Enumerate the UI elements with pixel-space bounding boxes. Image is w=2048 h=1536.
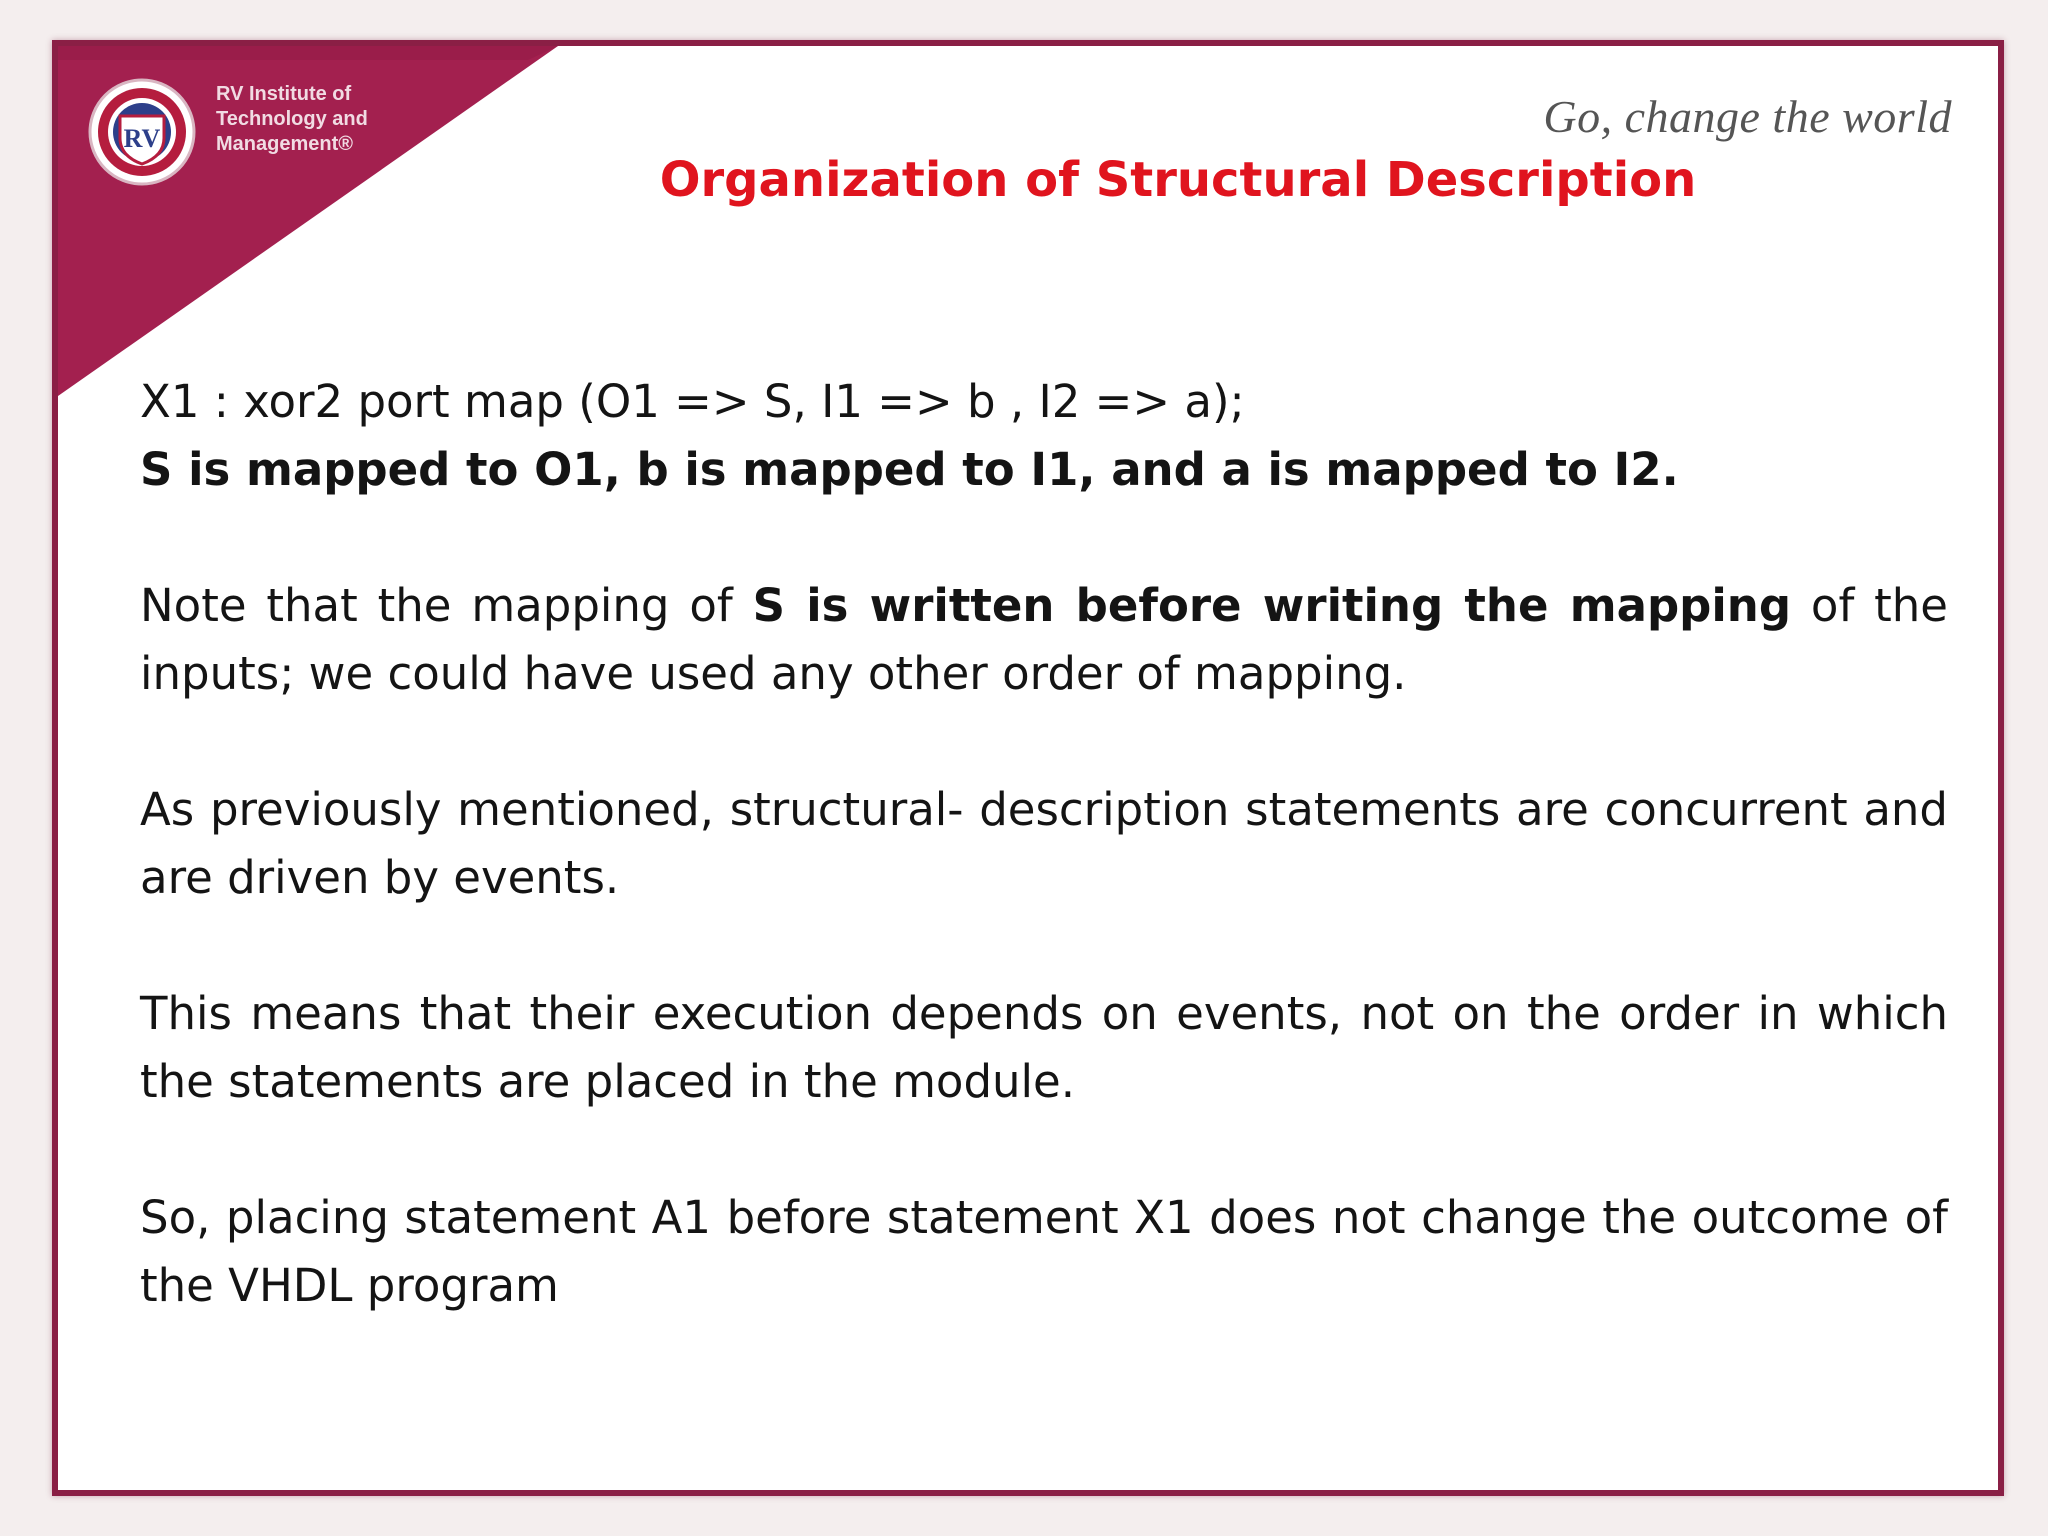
port-map-statement: X1 : xor2 port map (O1 => S, I1 => b , I2 => a);: [140, 375, 1245, 428]
conclusion-paragraph: So, placing statement A1 before statement X1 does not change the outcome of the VHDL program: [140, 1191, 1948, 1312]
institute-name-line: RV Institute of: [216, 83, 352, 105]
institute-name-line: Technology and: [216, 108, 368, 130]
mapping-explanation: S is mapped to O1, b is mapped to I1, and a is mapped to I2.: [140, 443, 1679, 496]
note-text-start: Note that the mapping of: [140, 579, 753, 632]
mapping-order-note: [140, 572, 1948, 708]
institute-name: [216, 82, 436, 157]
note-text-bold: S is written before writing the mapping: [752, 579, 1792, 632]
slide-title: Organization of Structural Description: [659, 152, 1697, 208]
institute-name-line: Management®: [216, 133, 353, 155]
slide: [52, 40, 2004, 1496]
institute-logo: [86, 76, 198, 188]
note-text-end: of the inputs; we could have used any other order of mapping.: [140, 579, 1948, 700]
execution-paragraph: This means that their execution depends on events, not on the order in which the statements are placed in the module.: [140, 987, 1948, 1108]
svg-text:RV: RV: [123, 124, 161, 153]
tagline: Go, change the world: [1543, 91, 1952, 142]
slide-content: [140, 368, 1948, 1320]
concurrency-paragraph: As previously mentioned, structural- description statements are concurrent and are driven by events.: [140, 783, 1948, 904]
